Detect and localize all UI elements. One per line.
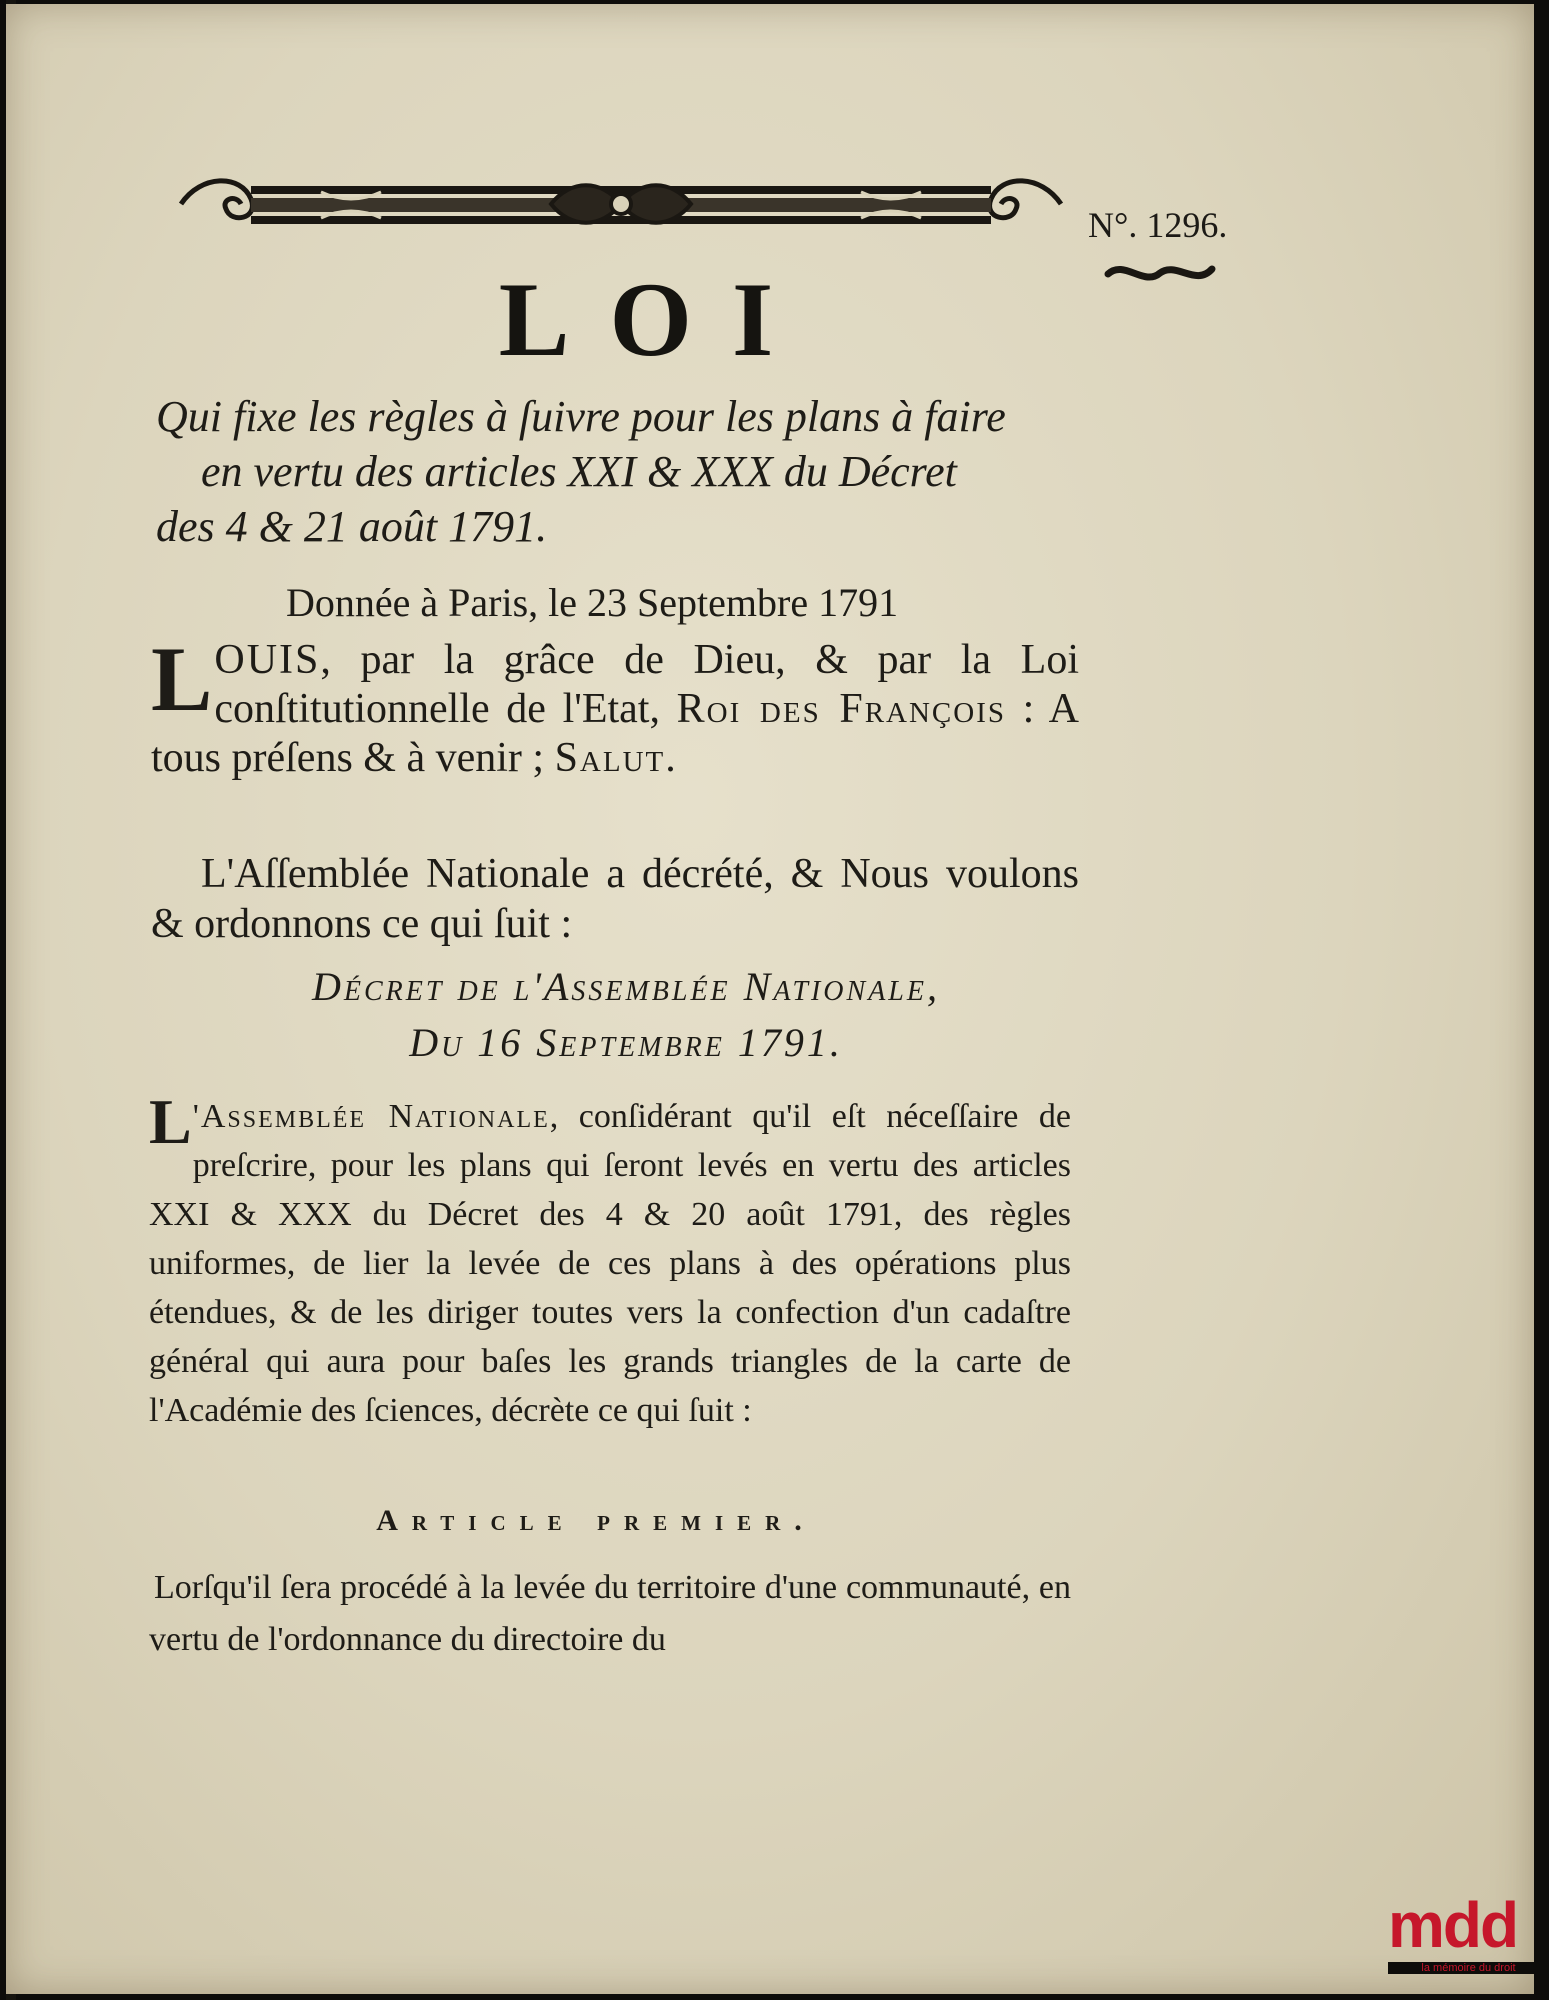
preamble-text: , par la grâce de Dieu, & par la Loi conſtitutionnelle de l'Etat, — [214, 637, 1079, 732]
preamble-dropcap: L — [151, 628, 213, 730]
document-number: N°. 1296. — [1088, 205, 1228, 245]
decree-body-paragraph — [149, 1086, 1071, 1435]
logo-tagline: la mémoire du droit — [1388, 1962, 1549, 1974]
subtitle-line-2: en vertu des articles XXI & XXX du Décret — [201, 447, 957, 496]
document-page — [6, 4, 1534, 1994]
preamble-name: OUIS — [214, 637, 321, 683]
subtitle-line-3: des 4 & 21 août 1791. — [156, 502, 548, 551]
mdd-logo — [1388, 1888, 1549, 2000]
preamble-paragraph — [151, 628, 1080, 783]
body-assembly-name: 'Assemblée Nationale — [192, 1098, 550, 1135]
ornamental-header-band-icon — [171, 164, 1071, 244]
preamble-salut: Salut. — [554, 735, 678, 781]
page-title: LOI — [498, 261, 814, 378]
body-dropcap: L — [149, 1086, 192, 1157]
subtitle-line-1: Qui fixe les règles à ſuivre pour les plans à faire — [156, 392, 1006, 441]
assembly-paragraph: L'Aſſemblée Nationale a décrété, & Nous voulons & ordonnons ce qui ſuit : — [151, 851, 1079, 947]
article-paragraph: Lorſqu'il ſera procédé à la levée du territoire d'une communauté, en vertu de l'ordonnance du directoire du — [149, 1569, 1071, 1658]
decree-heading — [126, 959, 1126, 1071]
decree-heading-line-2: Du 16 Septembre 1791. — [409, 1020, 843, 1065]
preamble-king-title: Roi des François — [676, 686, 1007, 732]
body-text: , conſidérant qu'il eſt néceſſaire de preſcrire, pour les plans qui ſeront levés en vertu des articles XXI & XXX du Décret des 4 & 20 août 1791, des règles uniformes, de lier la levée de ces plans à des opérations plus étendues, & de les diriger toutes vers la confection d'un cadaſtre général qui aura pour baſes les grands triangles de la carte de l'Académie des ſciences, décrète ce qui ſuit : — [149, 1098, 1071, 1429]
logo-word: mdd — [1388, 1889, 1518, 1961]
subtitle — [156, 389, 1086, 554]
flourish-icon — [1104, 259, 1216, 289]
preamble-text-2: : A tous préſens & à venir ; — [151, 686, 1080, 781]
date-line: Donnée à Paris, le 23 Septembre 1791 — [286, 580, 899, 625]
article-heading: Article premier. — [376, 1504, 816, 1537]
decree-heading-line-1: Décret de l'Assemblée Nationale, — [312, 964, 940, 1009]
